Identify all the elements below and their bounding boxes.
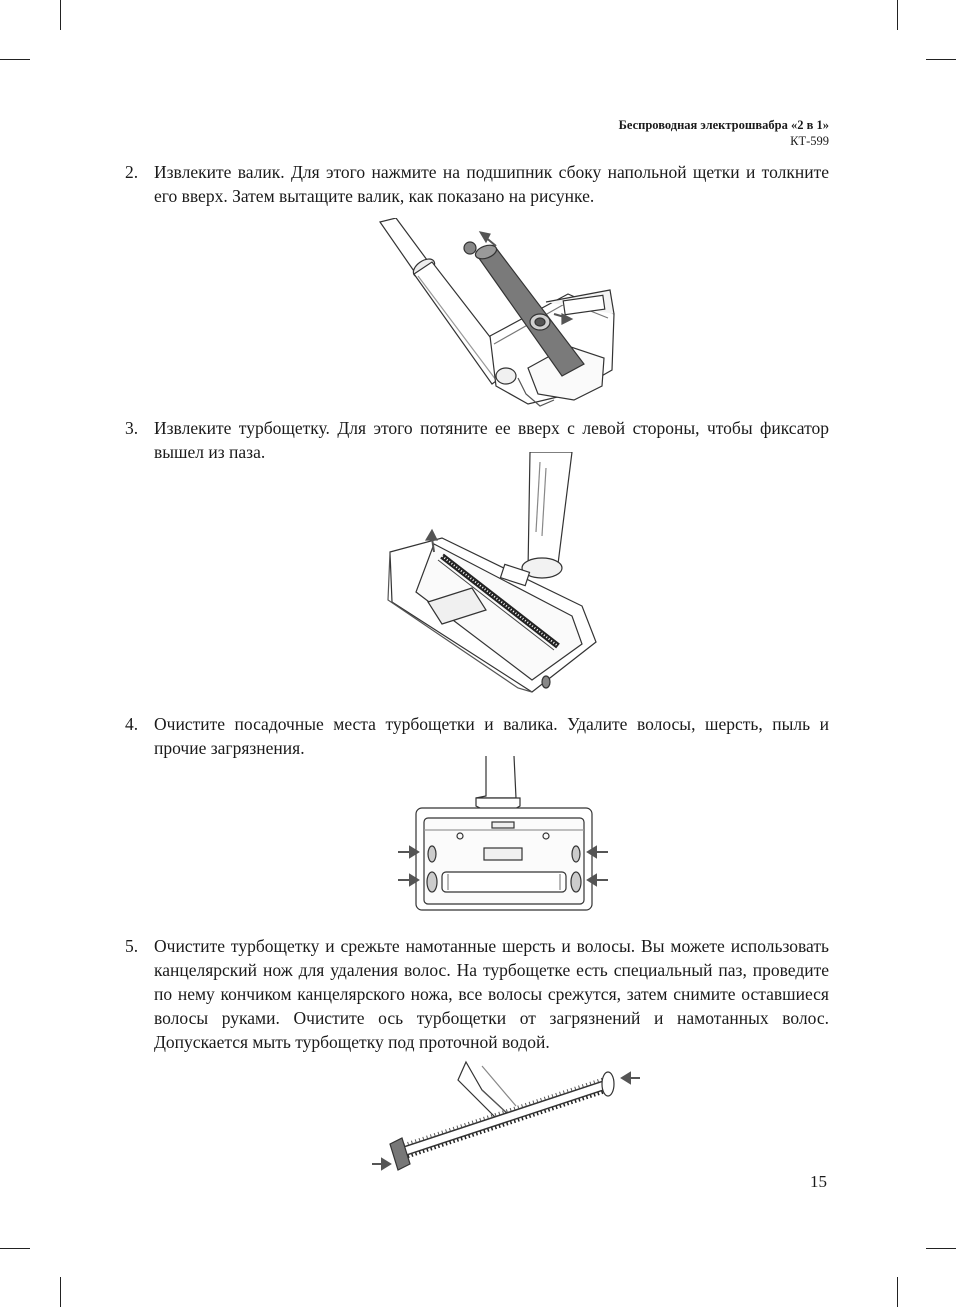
crop-mark (0, 1248, 30, 1249)
header-title: Беспроводная электрошвабра «2 в 1» (618, 118, 829, 132)
crop-mark (926, 59, 956, 60)
illustration-clean-seats (396, 756, 610, 916)
step-number: 3. (125, 418, 139, 438)
step-text: Очистите турбощетку и срежьте намотанные шерсть и волосы. Вы можете использовать канцелярский нож для удаления волос. На турбощетке есть специальный паз, проведите по нему кончиком канцелярского ножа, все волосы срежутся, затем снимите оставшиеся волосы руками. Очистите ось турбощетки от загрязнений и намотанных волос. Допускается мыть турбощетку под проточной водой. (154, 936, 829, 1052)
step-number: 4. (125, 714, 139, 734)
step-5 (125, 934, 829, 1054)
step-number: 2. (125, 162, 139, 182)
crop-mark (897, 0, 898, 30)
crop-mark (60, 0, 61, 30)
illustration-remove-turbobrush (382, 452, 602, 700)
illustration-remove-roller (378, 218, 622, 408)
step-4 (125, 712, 829, 760)
step-text: Извлеките турбощетку. Для этого потяните ее вверх с левой стороны, чтобы фиксатор вышел из паза. (154, 418, 829, 462)
step-number: 5. (125, 936, 139, 956)
step-text: Очистите посадочные места турбощетки и валика. Удалите волосы, шерсть, пыль и прочие загрязнения. (154, 714, 829, 758)
running-header (619, 117, 829, 149)
step-text: Извлеките валик. Для этого нажмите на подшипник сбоку напольной щетки и толкните его вверх. Затем вытащите валик, как показано на рисунке. (154, 162, 829, 206)
illustration-cut-hair (370, 1060, 642, 1182)
header-model: КТ-599 (790, 134, 829, 148)
page-number: 15 (810, 1172, 827, 1191)
step-2 (125, 160, 829, 208)
crop-mark (897, 1277, 898, 1307)
crop-mark (0, 59, 30, 60)
crop-mark (926, 1248, 956, 1249)
crop-mark (60, 1277, 61, 1307)
